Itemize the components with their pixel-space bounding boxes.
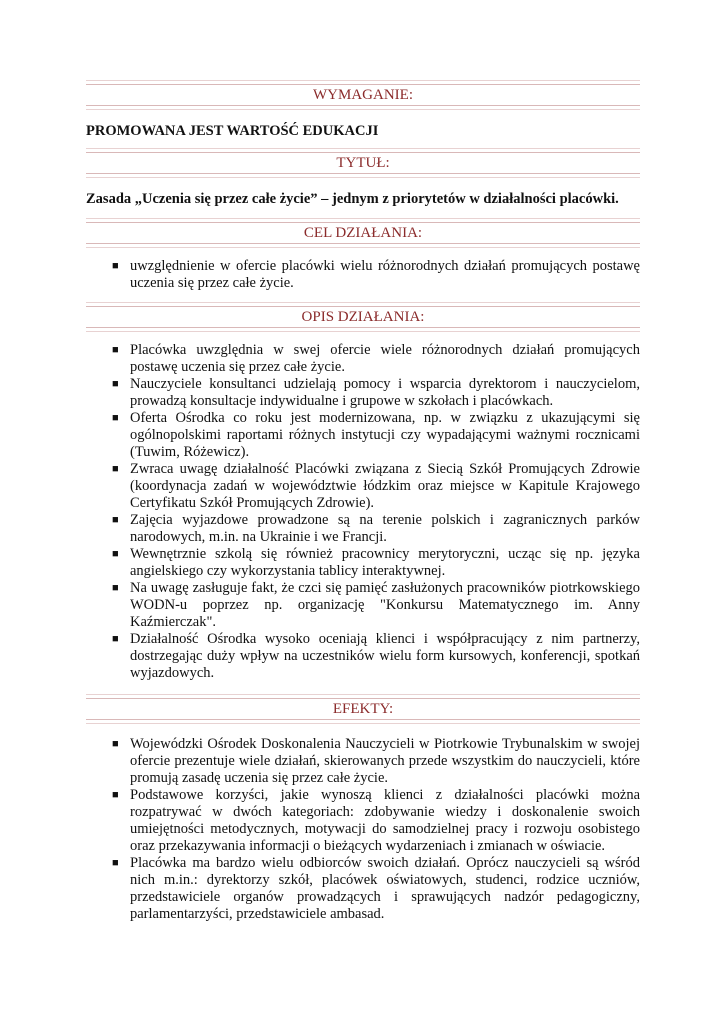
- list-item: ■ Oferta Ośrodka co roku jest modernizowana, np. w związku z ukazującymi się ogólnopolskimi raportami różnych instytucji czy wypadającymi ważnymi rocznicami (Tuwim, Różewicz).: [112, 410, 640, 460]
- list-item: ■ Wojewódzki Ośrodek Doskonalenia Nauczycieli w Piotrkowie Trybunalskim w swojej ofercie prezentuje wiele działań, skierowanych przede wszystkim do nauczycieli, które promują zasadę uczenia się przez całe życie.: [112, 736, 640, 786]
- description-header: OPIS DZIAŁANIA:: [86, 306, 640, 328]
- list-item: ■ Placówka ma bardzo wielu odbiorców swoich działań. Oprócz nauczycieli są wśród nich m.in.: dyrektorzy szkół, placówek oświatowych, studenci, rodzice uczniów, przedstawiciele organów prowadzących i sprawujących nadzór pedagogiczny, parlamentarzyści, przedstawiciele ambasad.: [112, 855, 640, 922]
- list-item: ■ Podstawowe korzyści, jakie wynoszą klienci z działalności placówki można rozpatrywać w dwóch kategoriach: zdobywanie wiedzy i doskonalenie swoich umiejętności metodycznych, motywacji do samodzielnej pracy i rozwoju osobistego oraz przekazywania informacji o bieżących wydarzeniach i zmianach w oświacie.: [112, 787, 640, 854]
- goal-list: [86, 258, 640, 292]
- effects-header: EFEKTY:: [86, 698, 640, 720]
- list-item: ■ Placówka uwzględnia w swej ofercie wiele różnorodnych działań promujących postawę uczenia się przez całe życie.: [112, 342, 640, 375]
- list-item: ■ Zwraca uwagę działalność Placówki związana z Siecią Szkół Promujących Zdrowie (koordynacja zadań w województwie łódzkim oraz miejsce w Kapitule Krajowego Certyfikatu Szkół Promujących Zdrowie).: [112, 461, 640, 511]
- requirement-header: WYMAGANIE:: [86, 84, 640, 106]
- document-page: [86, 84, 640, 923]
- list-item: ■ Na uwagę zasługuje fakt, że czci się pamięć zasłużonych pracowników piotrkowskiego WODN-u poprzez np. organizację "Konkursu Matematycznego im. Anny Kaźmierczak".: [112, 580, 640, 630]
- list-item: ■ Nauczyciele konsultanci udzielają pomocy i wsparcia dyrektorom i nauczycielom, prowadzą konsultacje indywidualne i grupowe w szkołach i placówkach.: [112, 376, 640, 409]
- list-item: ■ Zajęcia wyjazdowe prowadzone są na terenie polskich i zagranicznych parków narodowych, m.in. na Ukrainie i we Francji.: [112, 512, 640, 545]
- requirement-text: PROMOWANA JEST WARTOŚĆ EDUKACJI: [86, 123, 379, 139]
- bullet-icon: ■: [112, 582, 119, 594]
- goal-header: CEL DZIAŁANIA:: [86, 222, 640, 244]
- title-text: Zasada „Uczenia się przez całe życie” – jednym z priorytetów w działalności placówki.: [86, 191, 619, 207]
- list-item: ■ Wewnętrznie szkolą się również pracownicy merytoryczni, ucząc się np. języka angielskiego czy wykorzystania tablicy interaktywnej.: [112, 546, 640, 579]
- bullet-icon: ■: [112, 633, 119, 645]
- bullet-icon: ■: [112, 260, 119, 272]
- bullet-icon: ■: [112, 344, 119, 356]
- bullet-icon: ■: [112, 412, 119, 424]
- description-list: [86, 342, 640, 682]
- bullet-icon: ■: [112, 857, 119, 869]
- bullet-icon: ■: [112, 378, 119, 390]
- bullet-icon: ■: [112, 463, 119, 475]
- title-header: TYTUŁ:: [86, 152, 640, 174]
- list-item: ■ Działalność Ośrodka wysoko oceniają klienci i współpracujący z nim partnerzy, dostrzegając duży wpływ na uczestników wielu form kursowych, konferencji, spotkań wyjazdowych.: [112, 631, 640, 681]
- list-item: ■ uwzględnienie w ofercie placówki wielu różnorodnych działań promujących postawę uczenia się przez całe życie.: [112, 258, 640, 291]
- effects-list: [86, 736, 640, 923]
- bullet-icon: ■: [112, 548, 119, 560]
- bullet-icon: ■: [112, 514, 119, 526]
- bullet-icon: ■: [112, 738, 119, 750]
- bullet-icon: ■: [112, 789, 119, 801]
